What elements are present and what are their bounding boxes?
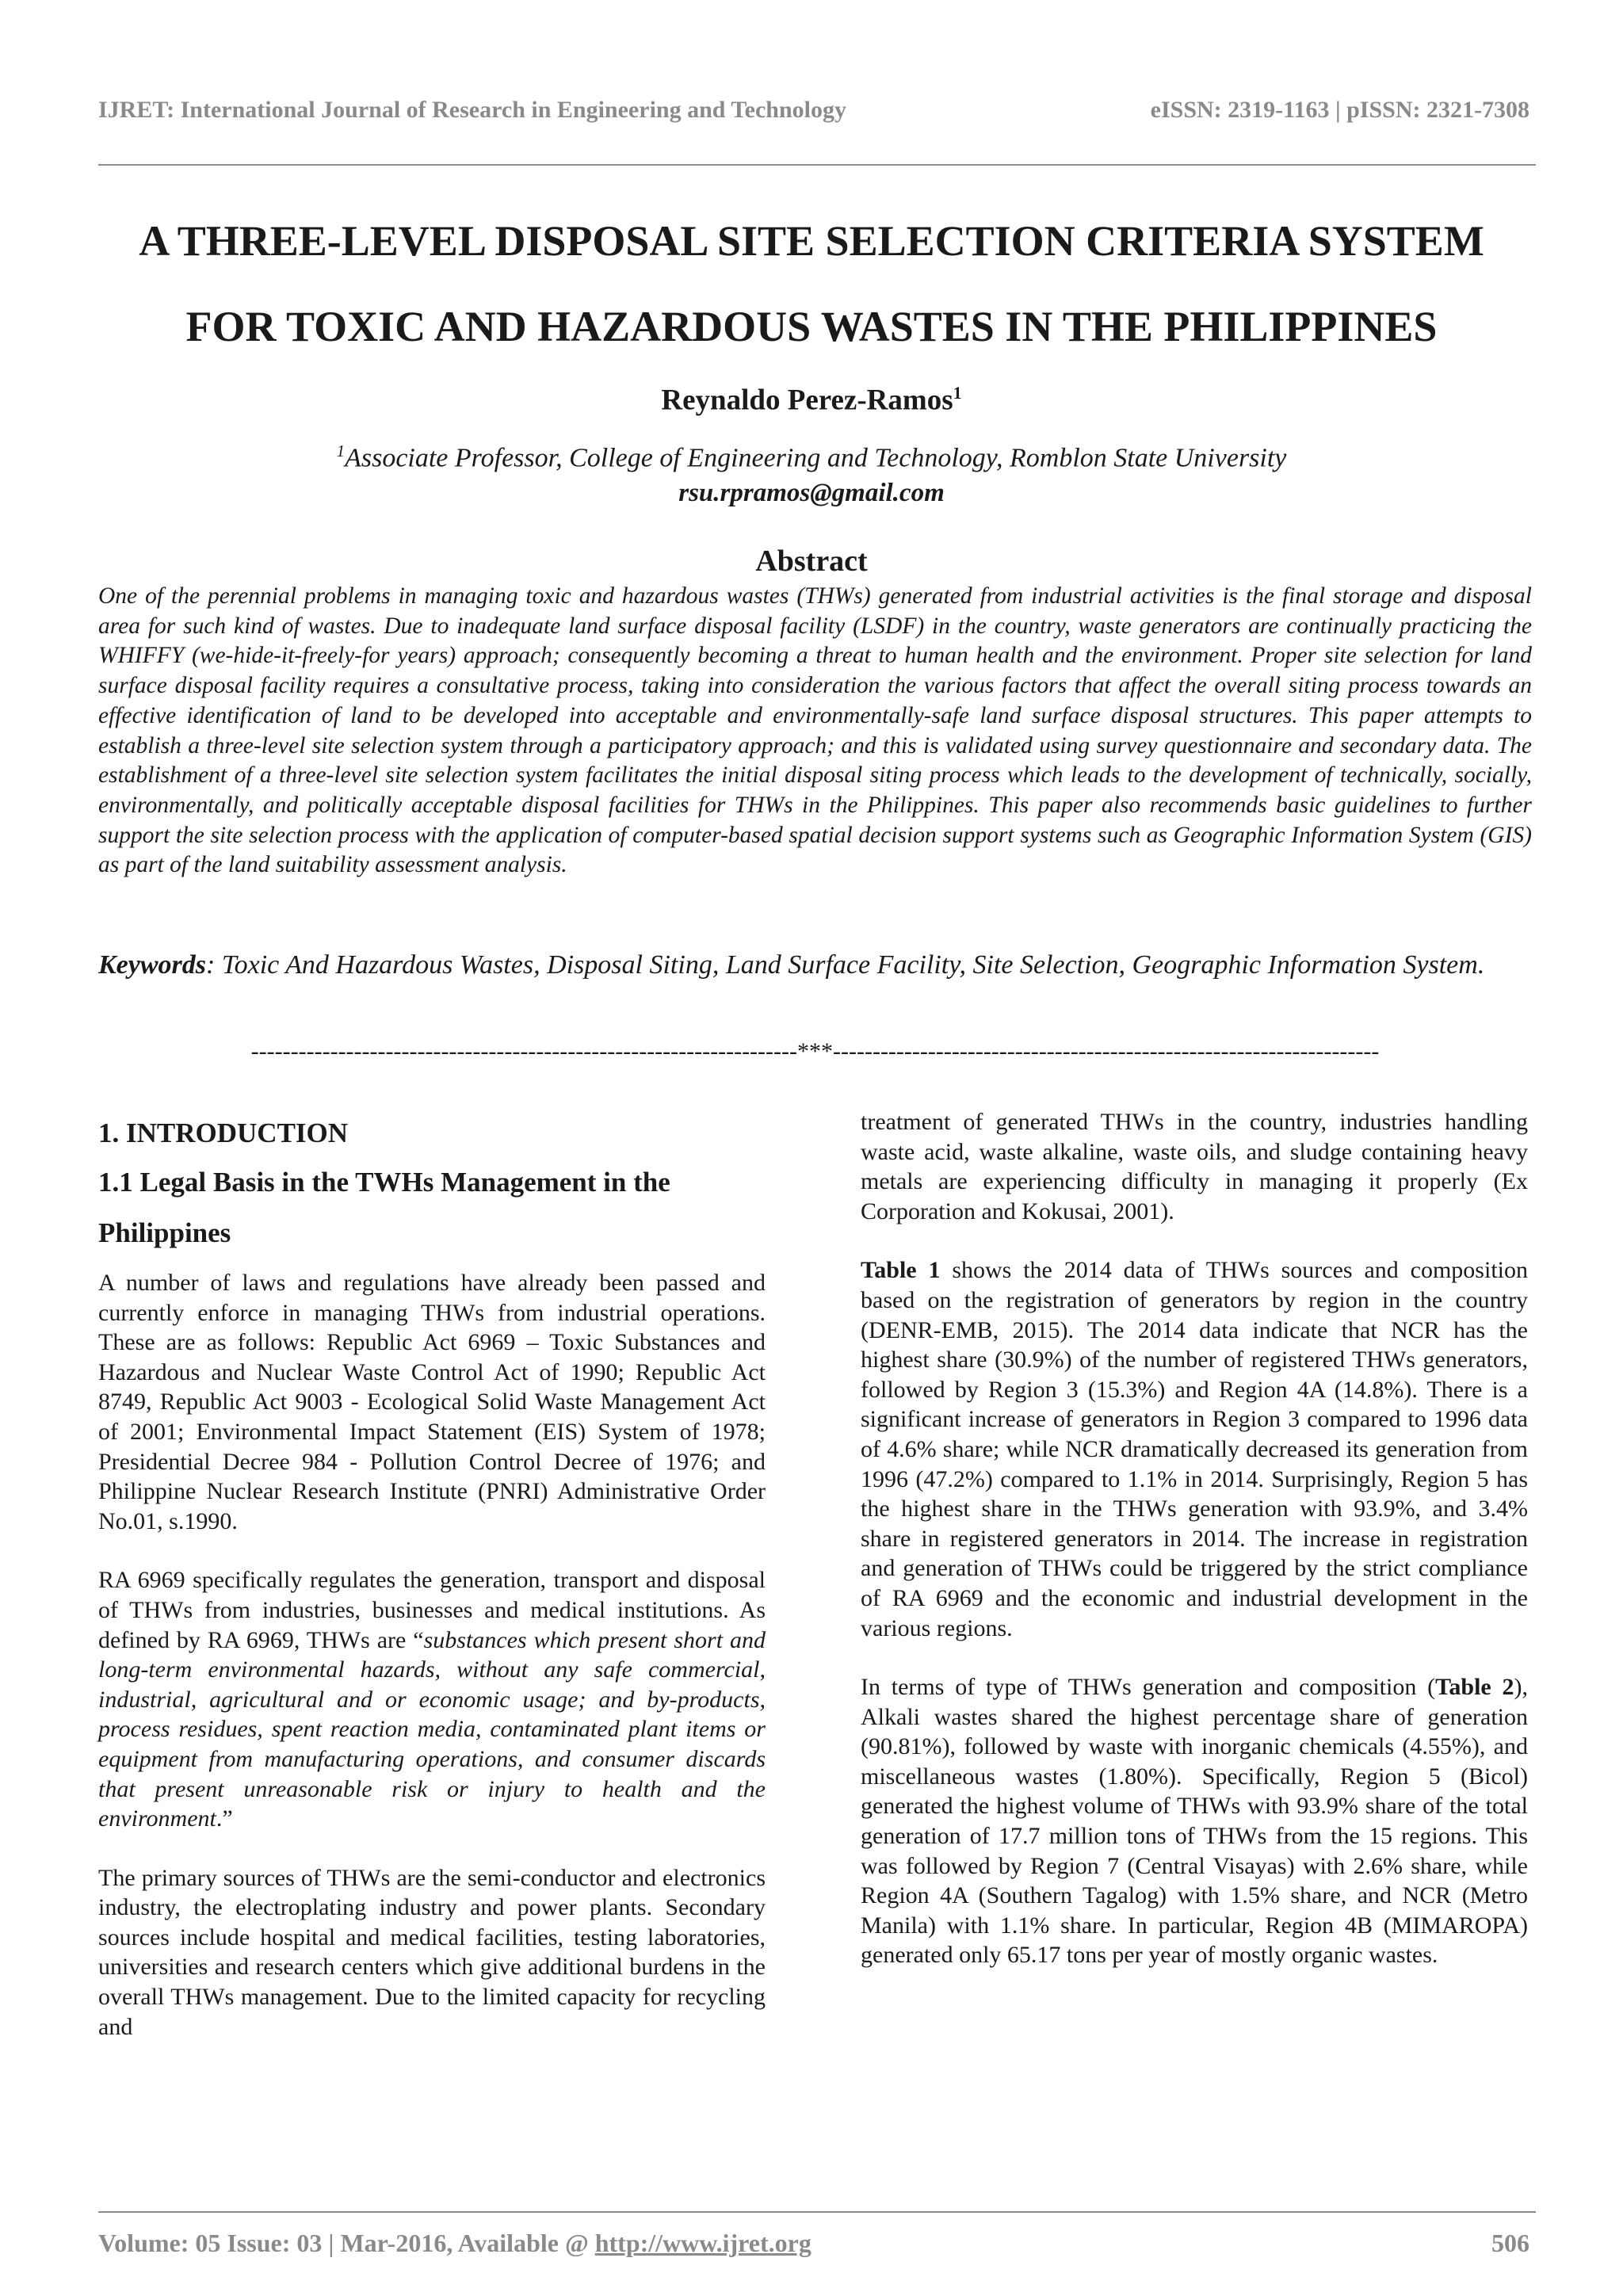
abstract-heading: Abstract bbox=[755, 544, 868, 578]
keywords-text: : Toxic And Hazardous Wastes, Disposal Siting, Land Surface Facility, Site Selection, Geographic Information System. bbox=[206, 950, 1485, 980]
definition-quote: substances which present short and long-term environmental hazards, without any safe commercial, industrial, agricultural and or economic usage; and by-products, process residues, spent reaction media, contaminated plant items or equipment from manufacturing operations, and consumer discards that present unreasonable risk or injury to health and the environment bbox=[98, 1626, 766, 1832]
table-reference: Table 2 bbox=[1435, 1674, 1514, 1701]
paragraph: treatment of generated THWs in the country, industries handling waste acid, waste alkaline, waste oils, and sludge containing heavy metals are experiencing difficulty in managing it properly (Ex Corporation and Kokusai, 2001). bbox=[861, 1109, 1528, 1224]
page-number: 506 bbox=[1491, 2229, 1529, 2257]
footer-volume-text: Volume: 05 Issue: 03 | Mar-2016, Available @ bbox=[98, 2229, 595, 2257]
right-column bbox=[861, 1107, 1528, 2000]
footer-divider bbox=[98, 2211, 1536, 2213]
paragraph: The primary sources of THWs are the semi-conductor and electronics industry, the electroplating industry and power plants. Secondary sources include hospital and medical facilities, testing laboratories, universities and research centers which give additional burdens in the overall THWs management. Due to the limited capacity for recycling and bbox=[98, 1864, 766, 2040]
subsection-heading: 1.1 Legal Basis in the TWHs Management in the Philippines bbox=[98, 1167, 670, 1248]
paragraph-text: RA 6969 specifically regulates the generation, transport and disposal of THWs from industries, businesses and medical institutions. As defined by RA 6969, THWs are “ bbox=[98, 1567, 766, 1653]
section-heading: 1. INTRODUCTION bbox=[98, 1117, 349, 1148]
paragraph-text: ), Alkali wastes shared the highest percentage share of generation (90.81%), followed by waste with inorganic chemicals (4.55%), and miscellaneous wastes (1.80%). Specifically, Region 5 (Bicol) generated the highest volume of THWs with 93.9% share of the total generation of 17.7 million tons of THWs from the 15 regions. This was followed by Region 7 (Central Visayas) with 2.6% share, while Region 4A (Southern Tagalog) with 1.5% share, and NCR (Metro Manila) with 1.1% share. In particular, Region 4B (MIMAROPA) generated only 65.17 tons per year of mostly organic wastes. bbox=[861, 1674, 1529, 1969]
author bbox=[0, 383, 1623, 417]
paragraph-text: In terms of type of THWs generation and composition ( bbox=[861, 1674, 1436, 1701]
footer-volume bbox=[98, 2229, 812, 2258]
paragraph-text: .” bbox=[216, 1805, 233, 1832]
section-separator: ---------------------------------------------------------------------***--------------------------------------------------------------------- bbox=[250, 1038, 1380, 1064]
table-reference: Table 1 bbox=[861, 1257, 941, 1284]
abstract-text: One of the perennial problems in managing toxic and hazardous wastes (THWs) generated from industrial activities is the final storage and disposal area for such kind of wastes. Due to inadequate land surface disposal facility (LSDF) in the country, waste generators are continually practicing the WHIFFY (we-hide-it-freely-for years) approach; consequently becoming a threat to human health and the environment. Proper site selection for land surface disposal facility requires a consultative process, taking into consideration the various factors that affect the overall siting process towards an effective identification of land to be developed into acceptable and environmentally-safe land surface disposal structures. This paper attempts to establish a three-level site selection system through a participatory approach; and this is validated using survey questionnaire and secondary data. The establishment of a three-level site selection system facilitates the initial disposal siting process which leads to the development of technically, socially, environmentally, and politically acceptable disposal facilities for THWs in the Philippines. This paper also recommends basic guidelines to further support the site selection process with the application of computer-based spatial decision support systems such as Geographic Information System (GIS) as part of the land suitability assessment analysis. bbox=[98, 583, 1532, 878]
journal-link[interactable]: http://www.ijret.org bbox=[594, 2229, 812, 2257]
affiliation-sup: 1 bbox=[336, 441, 346, 460]
author-email[interactable]: rsu.rpramos@gmail.com bbox=[678, 479, 945, 507]
affiliation-text: Associate Professor, College of Engineering and Technology, Romblon State University bbox=[345, 443, 1287, 473]
title-line-2: FOR TOXIC AND HAZARDOUS WASTES IN THE PHILIPPINES bbox=[185, 303, 1438, 350]
left-column bbox=[98, 1110, 766, 2071]
paragraph: A number of laws and regulations have already been passed and currently enforce in managing THWs from industrial operations. These are as follows: Republic Act 6969 – Toxic Substances and Hazardous and Nuclear Waste Control Act of 1990; Republic Act 8749, Republic Act 9003 - Ecological Solid Waste Management Act of 2001; Environmental Impact Statement (EIS) System of 1978; Presidential Decree 984 - Pollution Control Decree of 1976; and Philippine Nuclear Research Institute (PNRI) Administrative Order No.01, s.1990. bbox=[98, 1270, 766, 1534]
keywords bbox=[98, 939, 1532, 991]
paragraph-text: shows the 2014 data of THWs sources and composition based on the registration of generators by region in the country (DENR-EMB, 2015). The 2014 data indicate that NCR has the highest share (30.9%) of the number of registered THWs generators, followed by Region 3 (15.3%) and Region 4A (14.8%). There is a significant increase of generators in Region 3 compared to 1996 data of 4.6% share; while NCR dramatically decreased its generation from 1996 (47.2%) compared to 1.1% in 2014. Surprisingly, Region 5 has the highest share in the THWs generation with 93.9%, and 3.4% share in registered generators in 2014. The increase in registration and generation of THWs could be triggered by the strict compliance of RA 6969 and the economic and industrial development in the various regions. bbox=[861, 1257, 1528, 1641]
keywords-label: Keywords bbox=[98, 950, 206, 980]
title-line-1: A THREE-LEVEL DISPOSAL SITE SELECTION CRITERIA SYSTEM bbox=[139, 217, 1484, 265]
paragraph bbox=[861, 1672, 1528, 1970]
journal-header: IJRET: International Journal of Research in Engineering and Technology bbox=[98, 97, 847, 123]
header-divider bbox=[98, 164, 1536, 166]
paper-title bbox=[79, 198, 1544, 369]
affiliation bbox=[0, 441, 1623, 473]
author-sup: 1 bbox=[953, 383, 962, 403]
paragraph bbox=[98, 1565, 766, 1833]
issn-header: eISSN: 2319-1163 | pISSN: 2321-7308 bbox=[1150, 97, 1529, 123]
author-name: Reynaldo Perez-Ramos bbox=[661, 384, 953, 417]
paragraph bbox=[861, 1255, 1528, 1643]
